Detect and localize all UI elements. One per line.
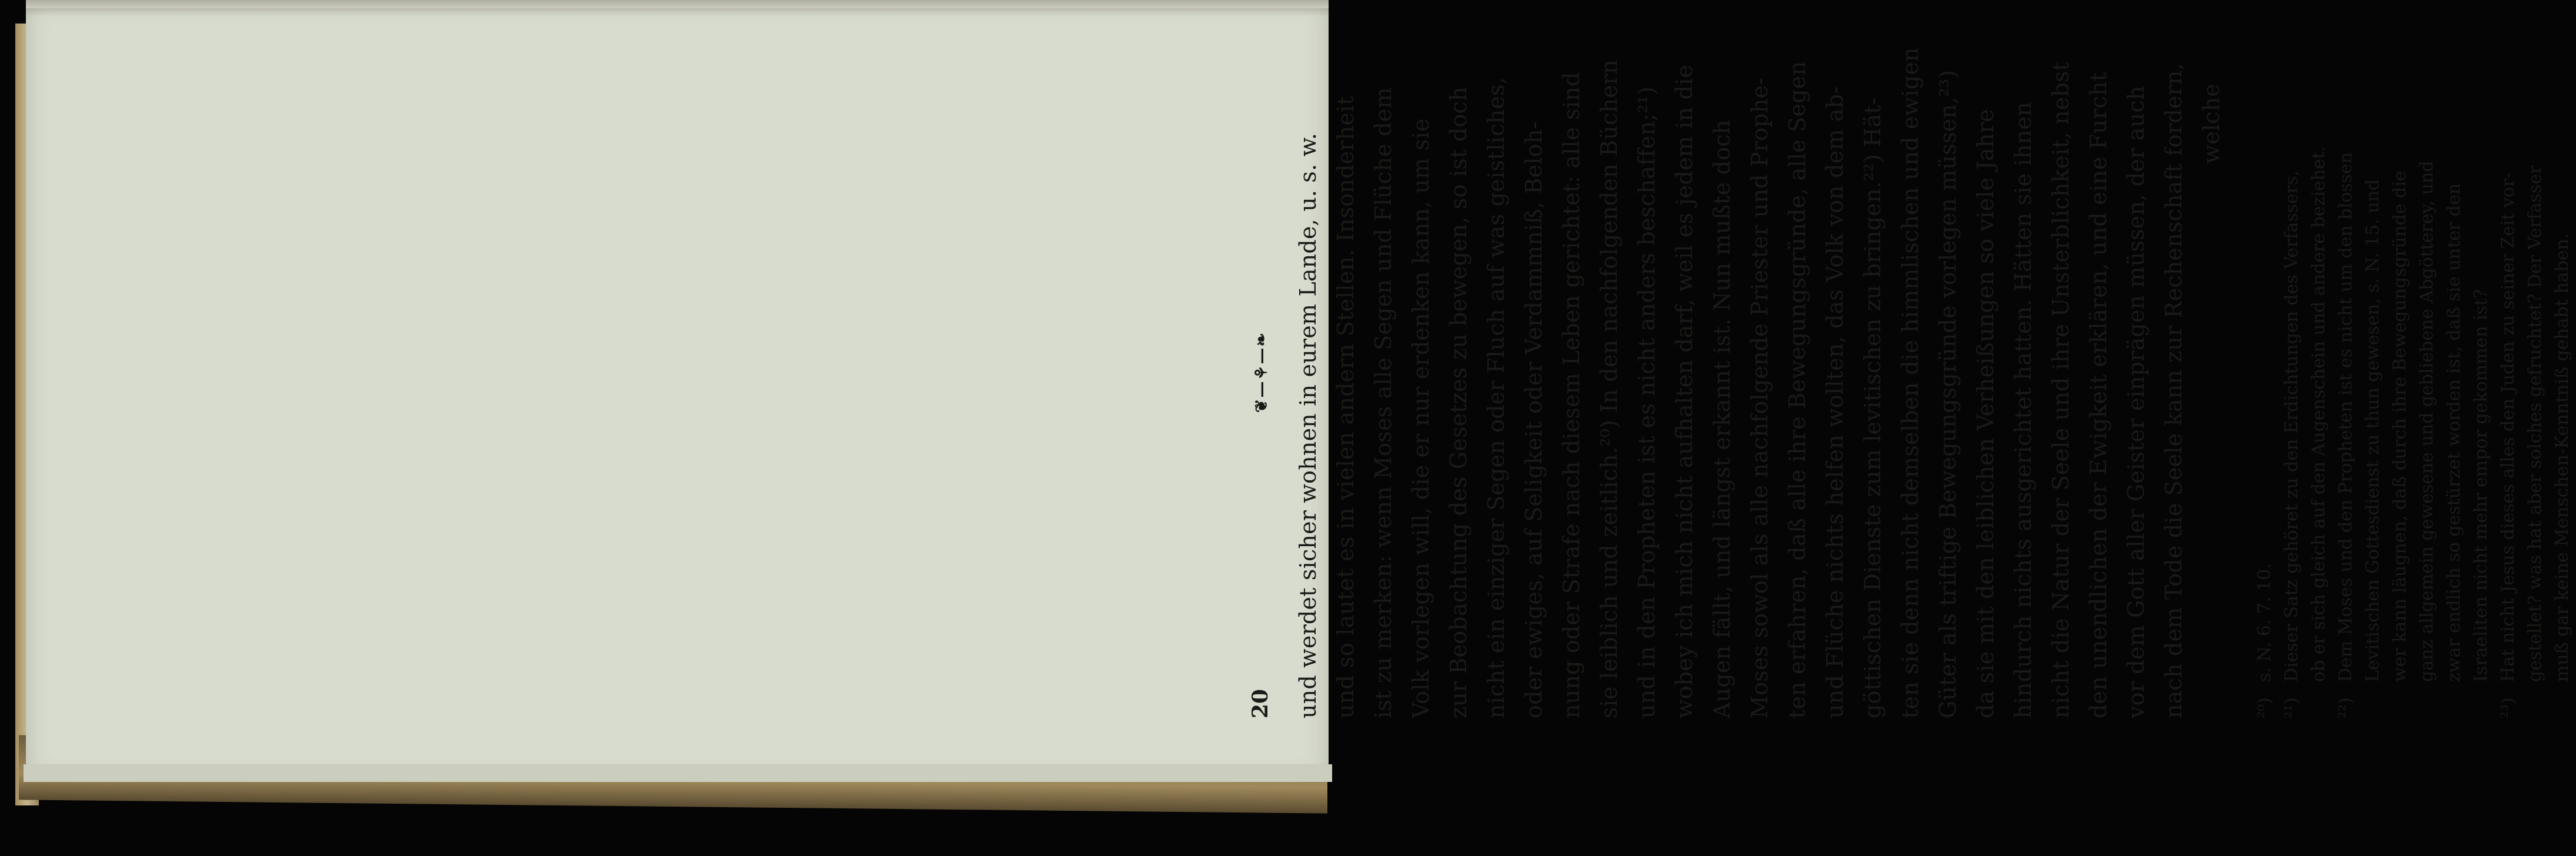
- body-line: nach dem Tode die Seele kann zur Rechenschaft fordern,: [2161, 63, 2187, 718]
- body-line: und in den Propheten ist es nicht anders beschaffen;²¹): [1634, 86, 1660, 718]
- footnote-line: [2251, 60, 2278, 718]
- footnote-text: Hat nicht Jesus dieses alles den Juden zu seiner Zeit vor-: [2498, 172, 2518, 682]
- body-line: und werdet sicher wohnen in eurem Lande, u. s. w.: [1295, 132, 1321, 718]
- footnote-line: [2305, 60, 2333, 718]
- footnote-number: ²²): [2335, 697, 2356, 718]
- body-line: nicht die Natur der Seele und ihre Unsterblichkeit, nebst: [2048, 61, 2074, 718]
- footnote-line: [2522, 60, 2549, 718]
- footnote-number: ²⁰): [2254, 697, 2275, 718]
- body-line: vor dem Gott aller Geister einprägen müssen, der auch: [2123, 85, 2149, 718]
- footnote-line: [2333, 60, 2360, 718]
- footnote-number: ²¹): [2281, 697, 2302, 718]
- footnote-line: [2495, 60, 2522, 718]
- body-line: hindurch nichts ausgerichtet hatten. Hätten sie ihnen: [2010, 102, 2036, 718]
- footnote-text: wer kann läugnen, daß durch ihre Bewegungsgründe die: [2390, 170, 2410, 682]
- footnote-text: zwar endlich so gestürzet worden ist, daß sie unter den: [2444, 183, 2464, 682]
- footnote-text: Dem Moses und den Propheten ist es nicht um den blossen: [2335, 152, 2356, 682]
- body-line: wobey ich mich nicht aufhalten darf, weil es jedem in die: [1671, 64, 1697, 718]
- body-line: welche: [2198, 83, 2224, 164]
- paper-page: [26, 0, 1329, 782]
- body-line: da sie mit den leiblichen Verheißungen so viele Jahre: [1973, 109, 1998, 718]
- footnote-number: ²³): [2498, 697, 2518, 718]
- body-line: ist zu merken: wenn Moses alle Segen und Flüche dem: [1370, 87, 1396, 718]
- footnote-line: [2441, 60, 2468, 718]
- body-line: oder ewiges, auf Seligkeit oder Verdammniß, Beloh-: [1521, 121, 1547, 718]
- body-line: ten sie denn nicht demselben die himmlischen und ewigen: [1897, 47, 1923, 718]
- footnote-text: Dieser Satz gehöret zu den Erdichtungen des Verfassers,: [2281, 170, 2302, 682]
- body-line: zur Beobachtung des Gesetzes zu bewegen, so ist doch: [1446, 86, 1471, 718]
- header-ornament: ❦—⚘—❧: [1252, 331, 1271, 413]
- body-line: ten erfahren, daß alle ihre Bewegungsgründe, alle Segen: [1784, 61, 1810, 718]
- body-line: Augen fällt, und längst erkannt ist. Nun mußte doch: [1709, 119, 1735, 718]
- spine-shadow: [26, 0, 1329, 16]
- footnote-line: [2387, 60, 2414, 718]
- page-number: 20: [1248, 688, 1273, 718]
- footnote-text: ob er sich gleich auf den Augenschein und andere beziehet.: [2308, 146, 2329, 682]
- body-line: Volk vorlegen will, die er nur erdenken kann, um sie: [1408, 118, 1434, 718]
- footnotes-section: [2251, 60, 2576, 718]
- footnote-text: Israeliten nicht mehr empor gekommen ist?: [2471, 289, 2491, 682]
- footnote-text: Levitischen Gottesdienst zu thun gewesen, s. N. 15. und: [2363, 179, 2383, 682]
- footnote-text: s. N. 6. 7. 10.: [2254, 563, 2275, 682]
- body-line: nung oder Strafe nach diesem Leben gerichtet: alle sind: [1559, 72, 1584, 718]
- body-line: und Flüche nichts helfen wollten, das Volk von dem ab-: [1822, 86, 1848, 718]
- footnote-text: ganz allgemein gewesene und gebliebene Abgötterey, und: [2417, 160, 2437, 682]
- body-line: und so lautet es in vielen andern Stellen. Insonderheit: [1333, 96, 1359, 718]
- body-line: nicht ein einziger Segen oder Fluch auf was geistliches,: [1483, 76, 1509, 718]
- footnote-line: [2549, 60, 2576, 718]
- rotated-text-block: [1248, 47, 2576, 718]
- footnote-line: [2414, 60, 2441, 718]
- main-body-text: [1289, 47, 2230, 718]
- footnote-line: [2468, 60, 2495, 718]
- body-line: den unendlichen der Ewigkeit erklären, und eine Furcht: [2086, 72, 2111, 718]
- body-line: göttischen Dienste zum levitischen zu bringen.²²) Hät-: [1860, 97, 1886, 718]
- footnote-text: gestellet? was hat aber solches gefruchtet? Der Verfasser: [2525, 165, 2545, 682]
- footnote-line: [2278, 60, 2305, 718]
- footnote-text: muß gar keine Menschen-Kenntniß gehabt haben.: [2552, 233, 2572, 682]
- page-stack-edge: [24, 764, 1332, 782]
- footnote-line: [2360, 60, 2387, 718]
- body-line: Güter als triftige Bewegungsgründe vorlegen müssen,²³): [1935, 69, 1961, 718]
- page-header: [1248, 60, 1289, 718]
- body-line: sie leiblich und zeitlich.²⁰) In den nachfolgenden Büchern: [1596, 59, 1622, 718]
- body-line: Moses sowol als alle nachfolgende Priester und Prophe-: [1747, 77, 1773, 718]
